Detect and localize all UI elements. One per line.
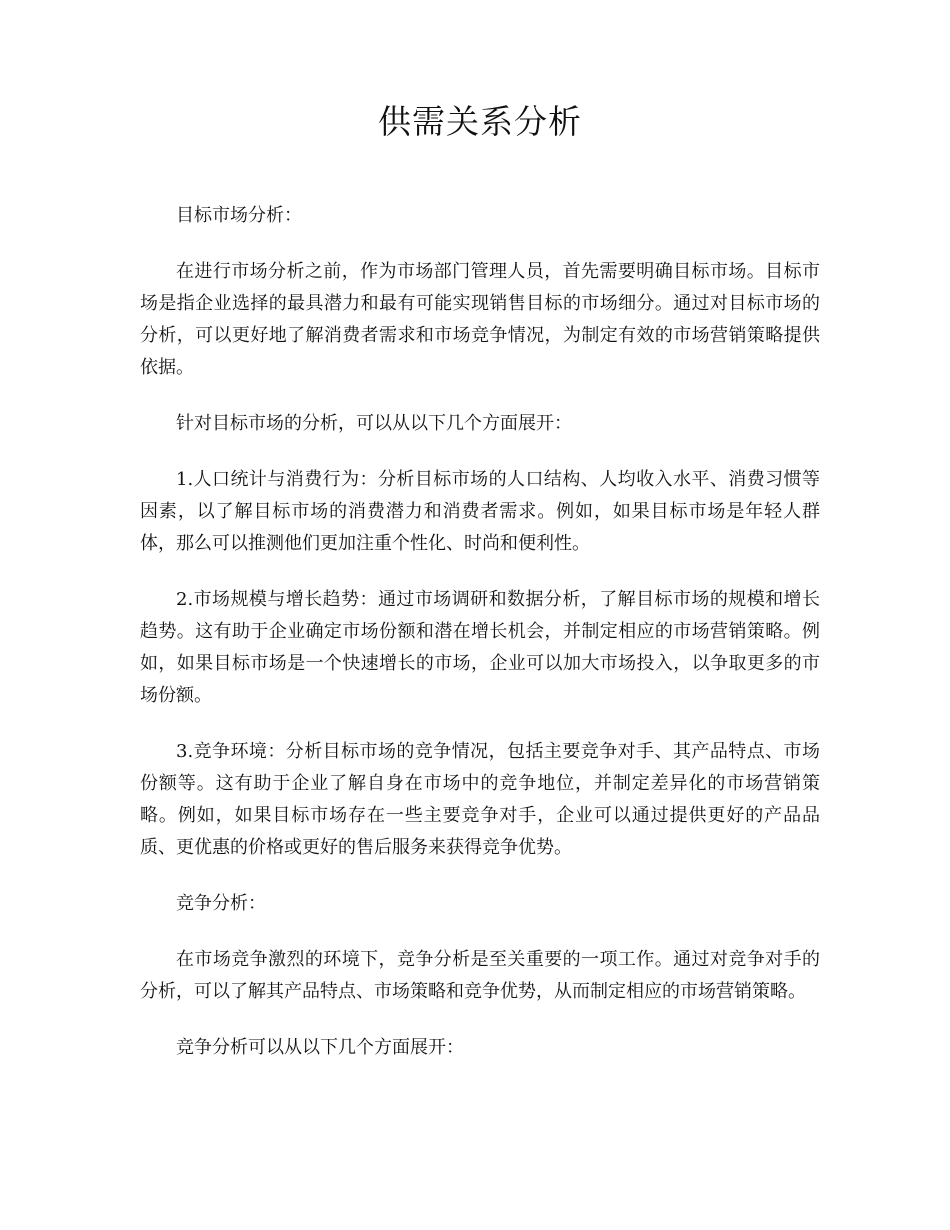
- paragraph-section-heading-target-market: 目标市场分析：: [176, 205, 302, 226]
- paragraph-competition-aspects: 竞争分析可以从以下几个方面展开：: [176, 1037, 464, 1058]
- paragraph-point-market-size: 2.市场规模与增长趋势：通过市场调研和数据分析，了解目标市场的规模和增长趋势。这有助于企业确定市场份额和潜在增长机会，并制定相应的市场营销策略。例如，如果目标市场是一个快速增长的市场，企业可以加大市场投入，以争取更多的市场份额。: [140, 589, 820, 706]
- paragraph-section-heading-competition: 竞争分析：: [176, 893, 266, 914]
- paragraph-target-market-aspects: 针对目标市场的分析，可以从以下几个方面展开：: [176, 413, 572, 434]
- document-title: 供需关系分析: [378, 102, 582, 141]
- paragraph-target-market-intro: 在进行市场分析之前，作为市场部门管理人员，首先需要明确目标市场。目标市场是指企业选择的最具潜力和最有可能实现销售目标的市场细分。通过对目标市场的分析，可以更好地了解消费者需求和市场竞争情况，为制定有效的市场营销策略提供依据。: [140, 261, 820, 378]
- paragraph-point-demographics: 1.人口统计与消费行为：分析目标市场的人口结构、人均收入水平、消费习惯等因素，以了解目标市场的消费潜力和消费者需求。例如，如果目标市场是年轻人群体，那么可以推测他们更加注重个性化、时尚和便利性。: [140, 469, 820, 554]
- paragraph-competition-intro: 在市场竞争激烈的环境下，竞争分析是至关重要的一项工作。通过对竞争对手的分析，可以了解其产品特点、市场策略和竞争优势，从而制定相应的市场营销策略。: [140, 949, 820, 1002]
- paragraph-point-competition: 3.竞争环境：分析目标市场的竞争情况，包括主要竞争对手、其产品特点、市场份额等。这有助于企业了解自身在市场中的竞争地位，并制定差异化的市场营销策略。例如，如果目标市场存在一些主要竞争对手，企业可以通过提供更好的产品品质、更优惠的价格或更好的售后服务来获得竞争优势。: [140, 741, 820, 858]
